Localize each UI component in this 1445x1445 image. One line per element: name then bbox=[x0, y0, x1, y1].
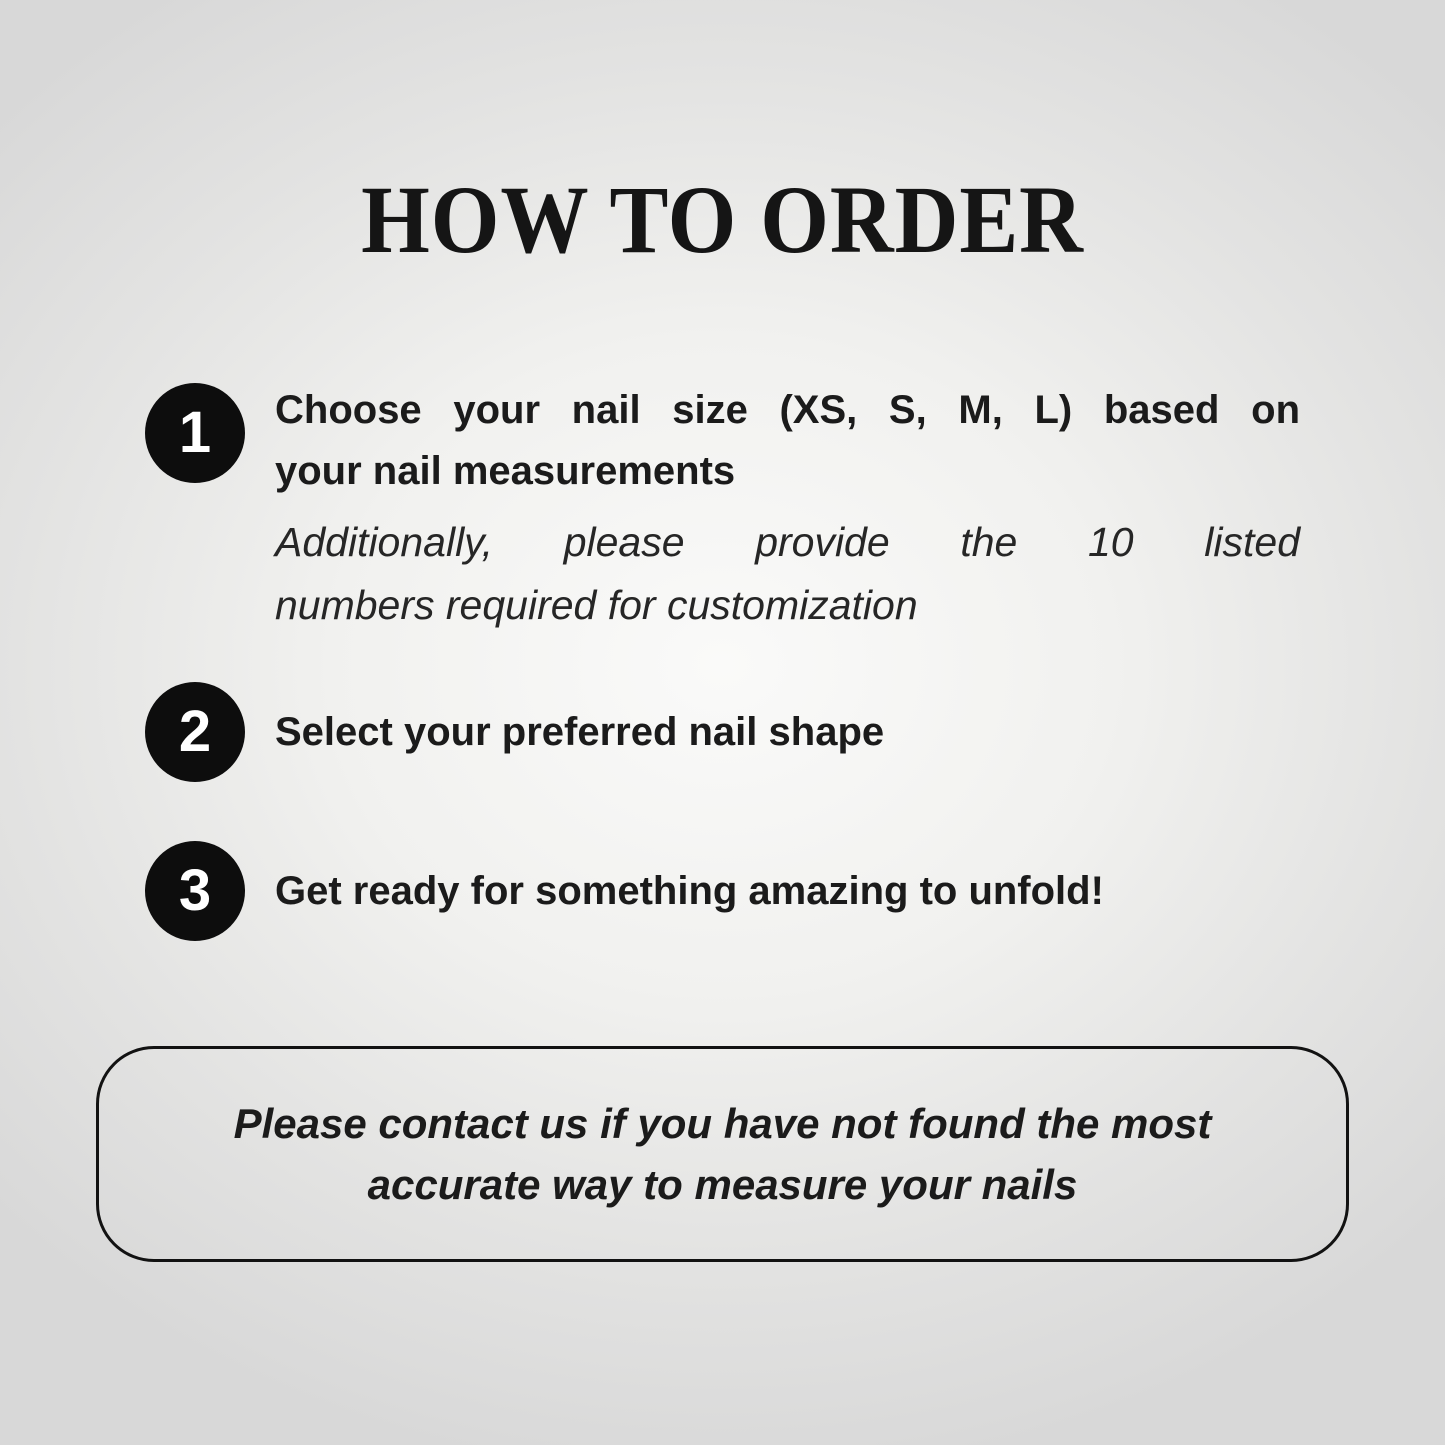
step-1-number-badge bbox=[145, 383, 245, 483]
step-1-title bbox=[275, 380, 1300, 502]
step-3-number: 3 bbox=[178, 858, 212, 923]
step-1-title-line-2: your nail measurements bbox=[275, 449, 736, 493]
page-title: HOW TO ORDER bbox=[361, 166, 1084, 273]
step-2-number-badge bbox=[145, 682, 245, 782]
step-2-title: Select your preferred nail shape bbox=[275, 710, 885, 754]
contact-note-line-2: accurate way to measure your nails bbox=[367, 1161, 1078, 1208]
step-2-number: 2 bbox=[178, 699, 212, 764]
contact-note-box bbox=[96, 1046, 1349, 1262]
step-2 bbox=[145, 682, 884, 782]
contact-note-line-1: Please contact us if you have not found the most bbox=[233, 1100, 1212, 1147]
step-3 bbox=[145, 841, 1104, 941]
step-3-number-badge bbox=[145, 841, 245, 941]
step-1-subtitle-line-1: Additionally, please provide the 10 listed bbox=[275, 519, 1300, 565]
step-1-subtitle-line-2: numbers required for customization bbox=[275, 582, 918, 628]
step-1-title-line-1: Choose your nail size (XS, S, M, L) based on bbox=[275, 388, 1300, 432]
step-1 bbox=[145, 383, 1300, 502]
step-1-subtitle bbox=[275, 511, 1300, 637]
step-3-title: Get ready for something amazing to unfold! bbox=[275, 869, 1104, 913]
step-1-number: 1 bbox=[178, 400, 212, 465]
